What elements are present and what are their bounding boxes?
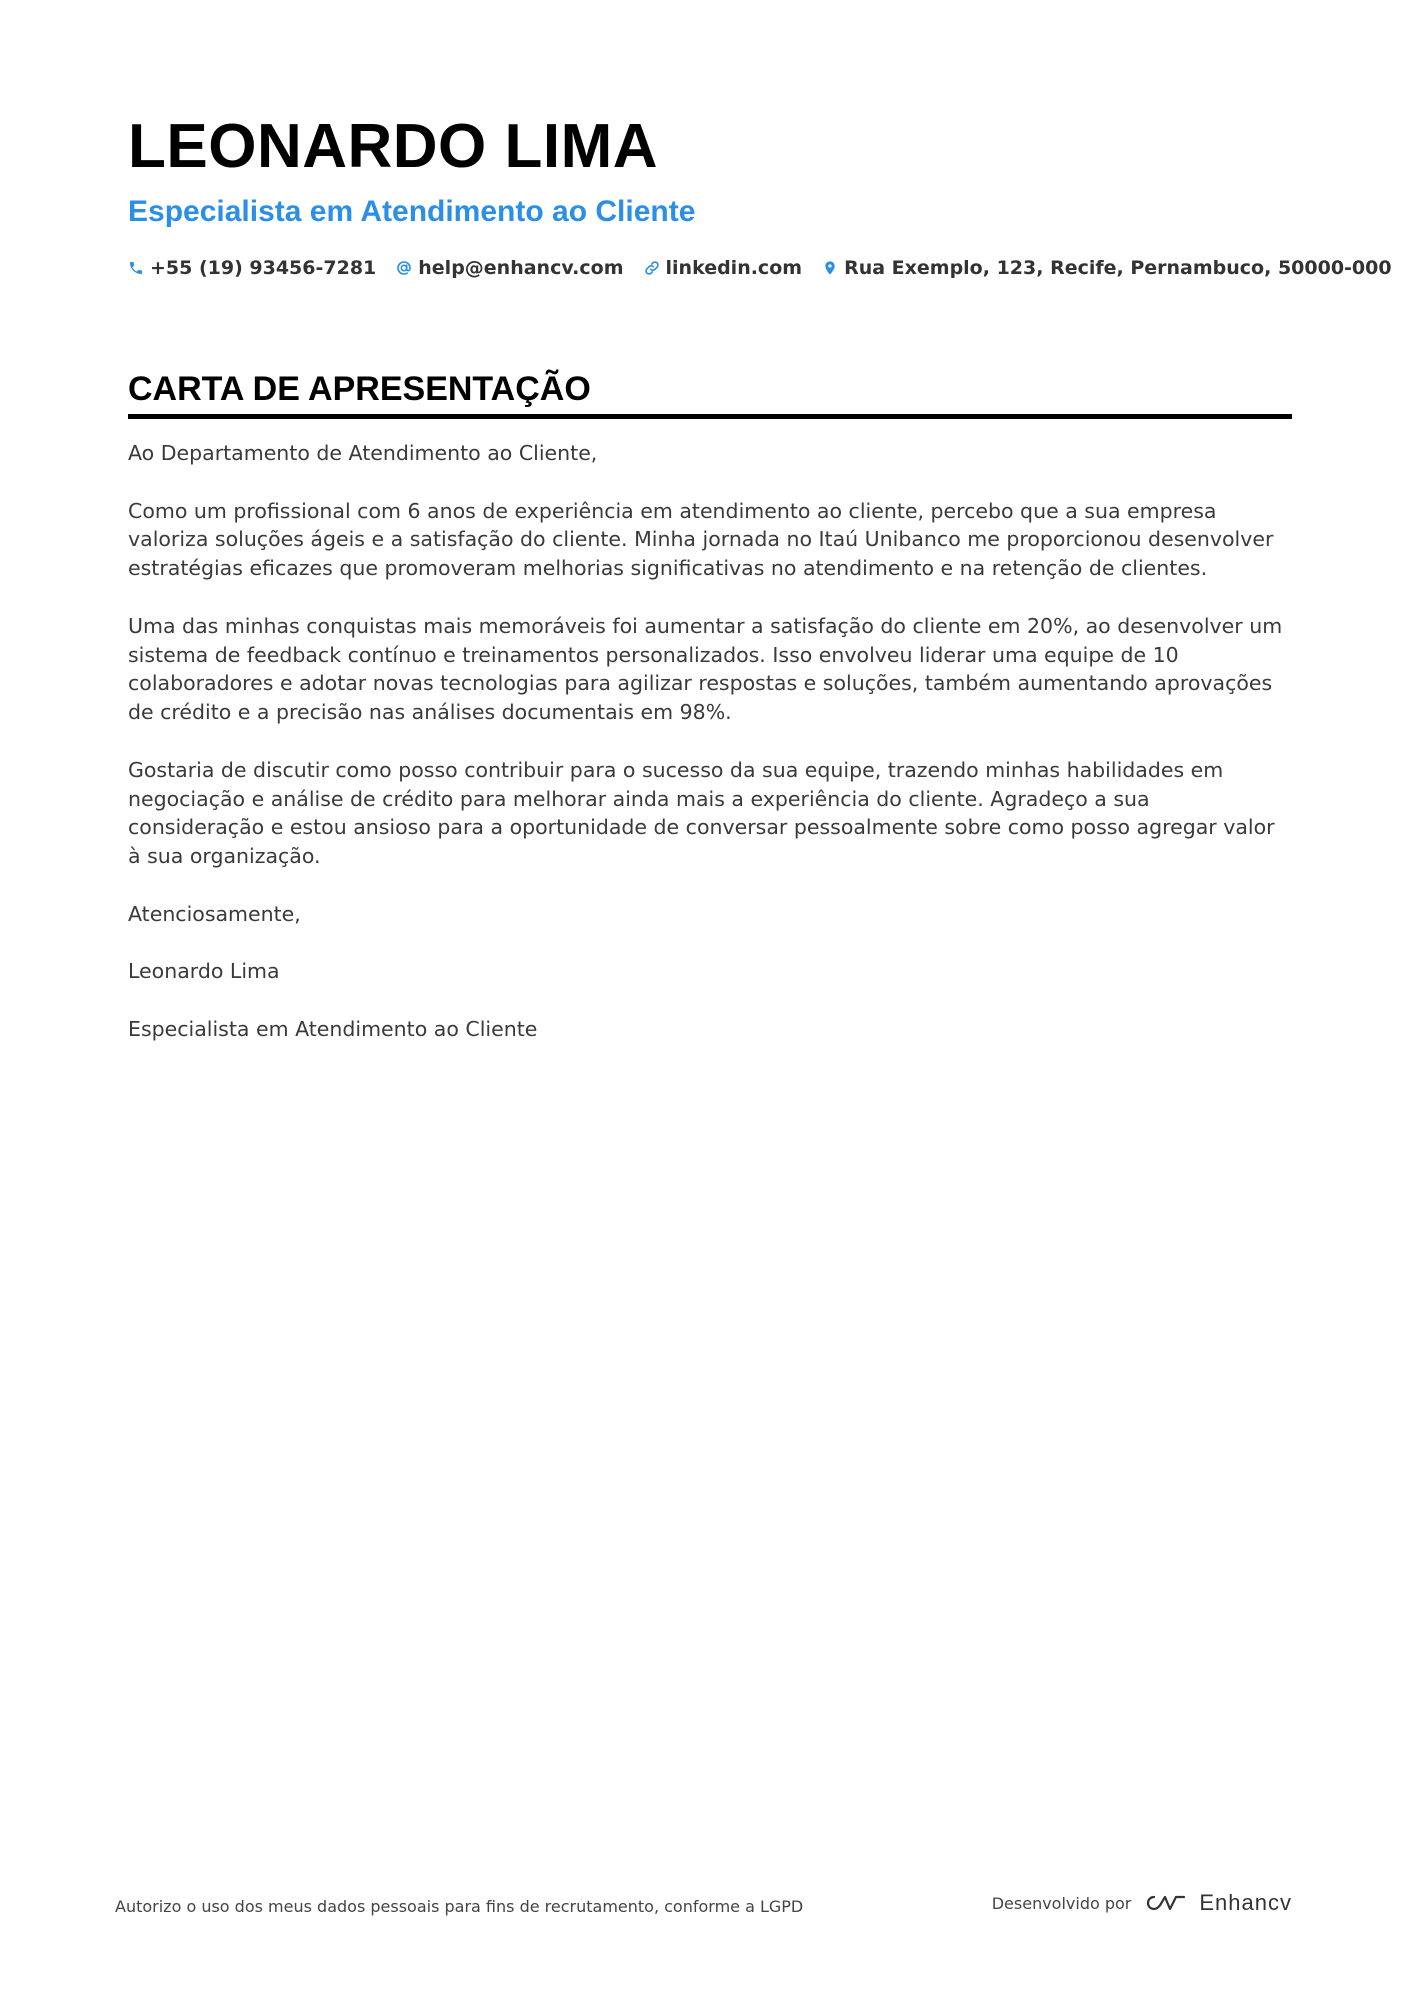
contact-phone — [128, 254, 376, 282]
footer-consent: Autorizo o uso dos meus dados pessoais para fins de recrutamento, conforme a LGPD — [115, 1897, 804, 1916]
at-icon — [396, 260, 412, 276]
powered-by-label: Desenvolvido por — [991, 1893, 1132, 1913]
location-pin-icon — [822, 260, 838, 276]
enhancv-logo-icon — [1143, 1891, 1189, 1915]
letter-paragraph: Gostaria de discutir como posso contribuir para o sucesso da sua equipe, trazendo minhas habilidades em negociação e análise de crédito para melhorar ainda mais a experiência do cliente. Agradeço a sua consideração e estou ansioso para a oportunidade de conversar pessoalmente sobre como posso agregar valor à sua organização. — [128, 757, 1275, 869]
candidate-role: Especialista em Atendimento ao Cliente — [128, 195, 696, 228]
letter-paragraph: Uma das minhas conquistas mais memoráveis foi aumentar a satisfação do cliente em 20%, ao desenvolver um sistema de feedback contínuo e treinamentos personalizados. Isso envolveu liderar uma equipe de 10 colaboradores e adotar novas tecnologias para agilizar respostas e soluções, também aumentando aprovações de crédito e a precisão nas análises documentais em 98%. — [128, 613, 1283, 725]
contact-linkedin-text: linkedin.com — [665, 257, 803, 279]
contact-bar — [128, 254, 1392, 282]
contact-address — [822, 254, 1392, 282]
enhancv-brand[interactable] — [1143, 1890, 1292, 1916]
signature-title: Especialista em Atendimento ao Cliente — [128, 1016, 538, 1041]
contact-address-text: Rua Exemplo, 123, Recife, Pernambuco, 50000-000 — [844, 257, 1392, 279]
letter-closing: Atenciosamente, — [128, 901, 301, 926]
signature-name: Leonardo Lima — [128, 959, 280, 984]
letter-paragraph: Como um profissional com 6 anos de experiência em atendimento ao cliente, percebo que a sua empresa valoriza soluções ágeis e a satisfação do cliente. Minha jornada no Itaú Unibanco me proporcionou desenvolver estratégias eficazes que promoveram melhorias significativas no atendimento e na retenção de clientes. — [128, 498, 1274, 581]
letter-greeting: Ao Departamento de Atendimento ao Cliente, — [128, 441, 598, 465]
contact-email[interactable] — [396, 254, 623, 282]
footer-powered-by — [992, 1890, 1292, 1916]
contact-email-text: help@enhancv.com — [418, 257, 624, 279]
cover-letter-section — [128, 366, 1292, 1073]
brand-name: Enhancv — [1199, 1890, 1292, 1915]
candidate-name: LEONARDO LIMA — [128, 112, 659, 181]
contact-phone-text: +55 (19) 93456-7281 — [150, 257, 377, 279]
section-title: CARTA DE APRESENTAÇÃO — [128, 366, 1292, 419]
phone-icon — [128, 260, 144, 276]
header — [128, 108, 1392, 282]
letter-body — [128, 439, 1292, 1044]
contact-linkedin[interactable] — [644, 254, 803, 282]
link-icon — [644, 260, 660, 276]
